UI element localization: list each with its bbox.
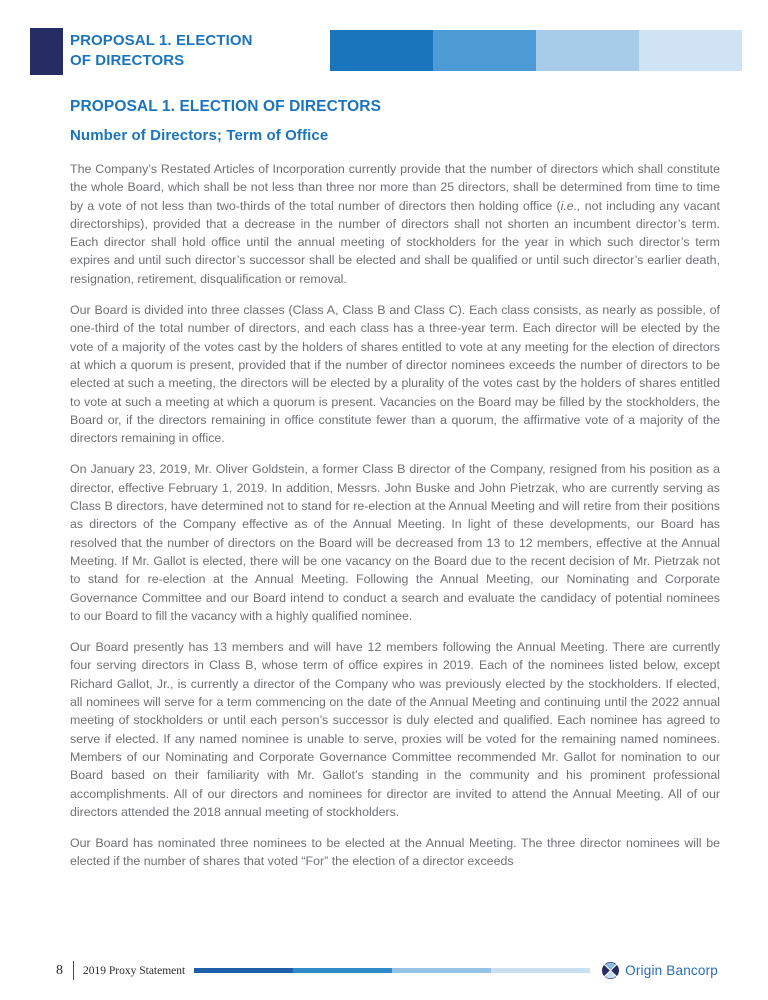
paragraph-text: The Company’s Restated Articles of Incorporation currently provide that the number of directors which shall constitute the whole Board, which shall be not less than three nor more than 25 directors, shall be determined from time to time by a vote of not less than two-thirds of the total number of directors then holding office ( — [70, 162, 720, 213]
footer-bar-segment — [392, 968, 491, 973]
paragraph-text: not including any vacant directorships), provided that a decrease in the number of directors shall not shorten an incumbent director’s term. Each director shall hold office until the annual meeting of stockholders for the year in which such director’s term expires and until such director’s successor shall be elected and shall be qualified or until such director’s earlier death, resignation, retirement, disqualification or removal. — [70, 198, 721, 286]
paragraph-5: Our Board has nominated three nominees to be elected at the Annual Meeting. The three director nominees will be elected if the number of shares that voted “For” the election of a director exceeds — [70, 836, 720, 869]
footer-divider — [73, 961, 74, 980]
header-accent-square — [30, 28, 63, 75]
page-number: 8 — [56, 962, 63, 978]
footer-color-bar — [194, 968, 590, 973]
paragraph-2: Our Board is divided into three classes (Class A, Class B and Class C). Each class consists, as nearly as possible, of one-third of the total number of directors, and each class has a three-year term. Each director will be elected by the vote of a majority of the votes cast by the holders of shares entitled to vote at any meeting for the election of directors at which a quorum is present, provided that if the number of director nominees exceeds the number of directors to be elected at such a meeting, the directors will be elected by a plurality of the votes cast by the holders of shares entitled to vote at such a meeting at which a quorum is present. Vacancies on the Board may be filled by the stockholders, the Board or, if the directors remaining in office constitute fewer than a quorum, the affirmative vote of a majority of the directors remaining in office. — [70, 303, 720, 446]
footer-doc-title: 2019 Proxy Statement — [83, 964, 186, 977]
section-subtitle: Number of Directors; Term of Office — [70, 127, 329, 144]
header-color-bar — [330, 30, 742, 71]
header-bar-segment — [536, 30, 639, 71]
header-banner-title: PROPOSAL 1. ELECTION OF DIRECTORS — [70, 32, 253, 69]
paragraph-1 — [70, 160, 720, 288]
page-footer — [56, 961, 718, 980]
paragraph-3: On January 23, 2019, Mr. Oliver Goldstein, a former Class B director of the Company, resigned from his position as a director, effective February 1, 2019. In addition, Messrs. John Buske and John Pietrzak, who are currently serving as Class B directors, have determined not to stand for re-election at the Annual Meeting and will retire from their positions as directors of the Company effective as of the Annual Meeting. In light of these developments, our Board has resolved that the number of directors on the Board will be decreased from 13 to 12 members, effective at the Annual Meeting. If Mr. Gallot is elected, there will be one vacancy on the Board due to the recent decision of Mr. Pietrzak not to stand for re-election at the Annual Meeting. Following the Annual Meeting, our Nominating and Corporate Governance Committee and our Board intend to conduct a search and evaluate the candidacy of potential nominees to our Board to fill the vacancy with a highly qualified nominee. — [70, 462, 720, 623]
footer-bar-segment — [491, 968, 590, 973]
footer-bar-segment — [194, 968, 293, 973]
footer-bar-segment — [293, 968, 392, 973]
paragraph-4: Our Board presently has 13 members and will have 12 members following the Annual Meeting. There are currently four serving directors in Class B, whose term of office expires in 2019. Each of the nominees listed below, except Richard Gallot, Jr., is currently a director of the Company who was previously elected by the stockholders. If elected, all nominees will serve for a term commencing on the date of the Annual Meeting and continuing until the 2022 annual meeting of stockholders or until each person’s successor is duly elected and qualified. Each nominee has agreed to serve if elected. If any named nominee is unable to serve, proxies will be voted for the remaining named nominees. Members of our Nominating and Corporate Governance Committee recommended Mr. Gallot for nomination to our Board based on their familiarity with Mr. Gallot’s standing in the community and his prominent professional accomplishments. All of our directors and nominees for director are invited to attend the Annual Meeting. All of our directors attended the 2018 annual meeting of stockholders. — [70, 640, 720, 819]
page-title: PROPOSAL 1. ELECTION OF DIRECTORS — [70, 98, 382, 115]
origin-bancorp-logo — [602, 962, 718, 979]
main-content — [70, 98, 720, 884]
header-bar-segment — [639, 30, 742, 71]
header-bar-segment — [433, 30, 536, 71]
origin-bancorp-logo-icon — [602, 962, 619, 979]
header-bar-segment — [330, 30, 433, 71]
paragraph-italic-text: i.e., — [560, 198, 581, 213]
origin-bancorp-logo-text: Origin Bancorp — [625, 963, 718, 978]
